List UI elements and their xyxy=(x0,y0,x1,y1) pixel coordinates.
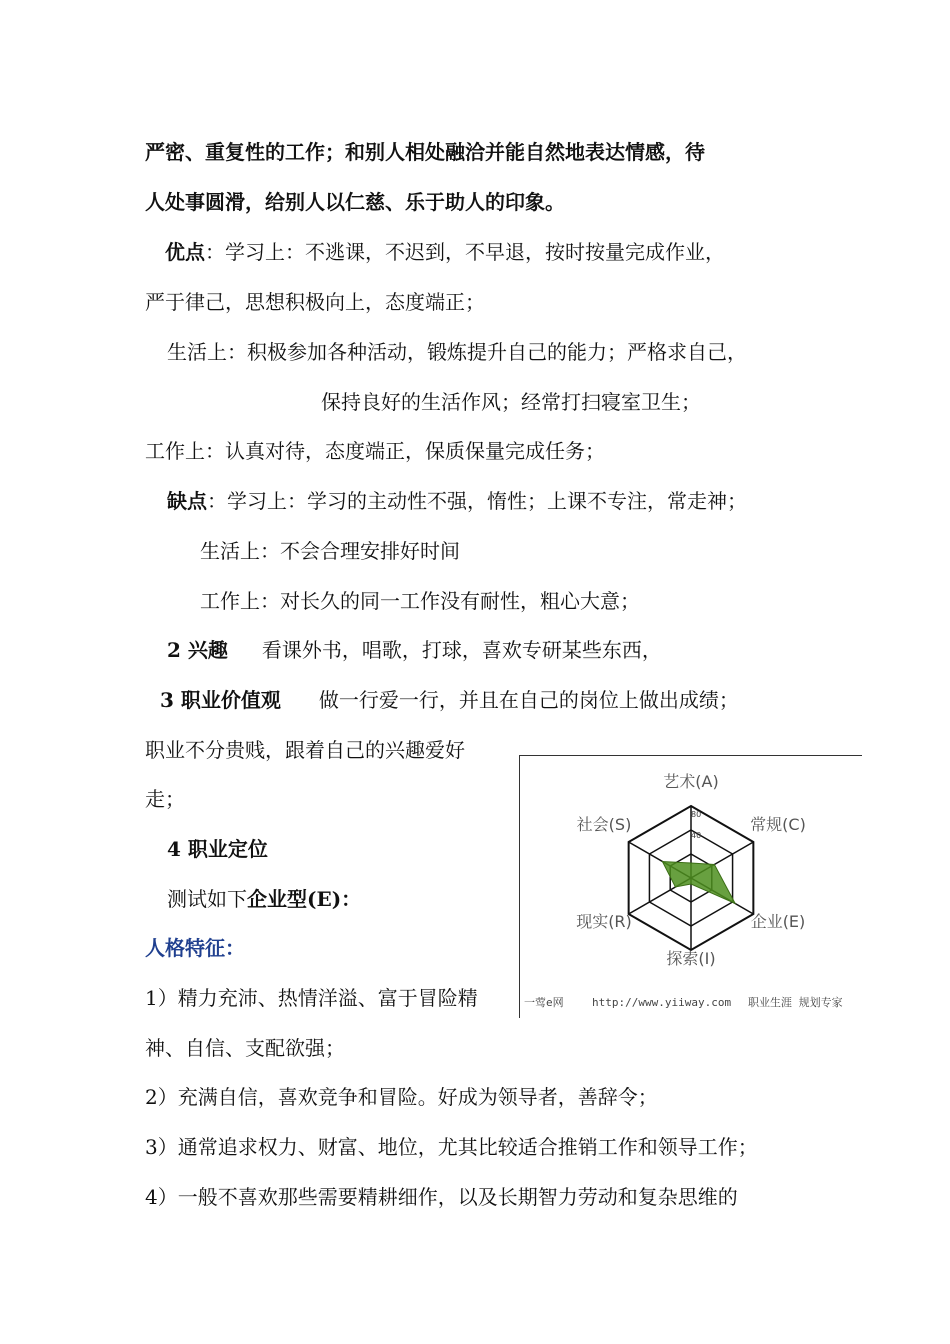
interests-text: 看课外书，唱歌，打球，喜欢专研某些东西， xyxy=(261,638,662,662)
test-result-type: 企业型(E)： xyxy=(247,887,362,911)
trait-1: 1）精力充沛、热情洋溢、富于冒险精 xyxy=(145,986,478,1010)
label-investigative: 探索(I) xyxy=(666,949,716,968)
positioning-heading: 4 职业定位 xyxy=(167,837,268,861)
footer-brand: 一莺e网 xyxy=(524,996,564,1009)
values-text-end: 走； xyxy=(145,787,185,811)
trait-2: 2）充满自信，喜欢竞争和冒险。好成为领导者，善辞令； xyxy=(145,1085,658,1109)
test-result-text: 测试如下 xyxy=(167,887,247,911)
values-line xyxy=(160,687,739,713)
tick-label-inner: 40 xyxy=(691,831,702,840)
tick-label-outer: 80 xyxy=(691,810,702,819)
weaknesses-line xyxy=(167,488,747,514)
strengths-life-cont: 保持良好的生活作风；经常打扫寝室卫生； xyxy=(321,390,701,414)
strengths-study: ：学习上：不逃课，不迟到，不早退，按时按量完成作业， xyxy=(205,240,725,264)
strengths-study-cont: 严于律己，思想积极向上，态度端正； xyxy=(145,290,485,314)
weaknesses-label: 缺点 xyxy=(167,489,207,513)
trait-1-cont: 神、自信、支配欲强； xyxy=(145,1036,345,1060)
interests-heading: 2 兴趣 xyxy=(167,638,228,662)
footer-slogan: 职业生涯 规划专家 xyxy=(748,996,843,1009)
footer-url: http://www.yiiway.com xyxy=(592,996,732,1009)
label-conventional: 常规(C) xyxy=(750,815,806,834)
trait-3: 3）通常追求权力、财富、地位，尤其比较适合推销工作和领导工作； xyxy=(145,1135,758,1159)
label-artistic: 艺术(A) xyxy=(663,772,719,791)
personality-heading: 人格特征： xyxy=(145,936,245,960)
strengths-line xyxy=(165,239,725,265)
radar-chart xyxy=(520,756,862,1018)
holland-radar-figure xyxy=(519,755,862,1018)
values-text: 做一行爱一行，并且在自己的岗位上做出成绩； xyxy=(318,688,739,712)
strengths-life: 生活上：积极参加各种活动，锻炼提升自己的能力；严格求自己， xyxy=(167,340,747,364)
label-enterprising: 企业(E) xyxy=(750,912,806,931)
values-heading: 3 职业价值观 xyxy=(160,688,281,712)
paragraph-line-2: 人处事圆滑，给别人以仁慈、乐于助人的印象。 xyxy=(145,190,565,214)
strengths-work: 工作上：认真对待，态度端正，保质保量完成任务； xyxy=(145,439,605,463)
weaknesses-life: 生活上：不会合理安排好时间 xyxy=(200,539,460,563)
label-realistic: 现实(R) xyxy=(576,912,632,931)
values-text-cont: 职业不分贵贱，跟着自己的兴趣爱好 xyxy=(145,738,465,762)
interests-line xyxy=(167,637,662,663)
weaknesses-study: ：学习上：学习的主动性不强，惰性；上课不专注，常走神； xyxy=(207,489,747,513)
test-result-line xyxy=(167,886,361,912)
strengths-label: 优点 xyxy=(165,240,205,264)
paragraph-line-1: 严密、重复性的工作；和别人相处融洽并能自然地表达情感，待 xyxy=(145,140,705,164)
trait-4: 4）一般不喜欢那些需要精耕细作，以及长期智力劳动和复杂思维的 xyxy=(145,1185,738,1209)
weaknesses-work: 工作上：对长久的同一工作没有耐性，粗心大意； xyxy=(200,589,640,613)
label-social: 社会(S) xyxy=(576,815,632,834)
